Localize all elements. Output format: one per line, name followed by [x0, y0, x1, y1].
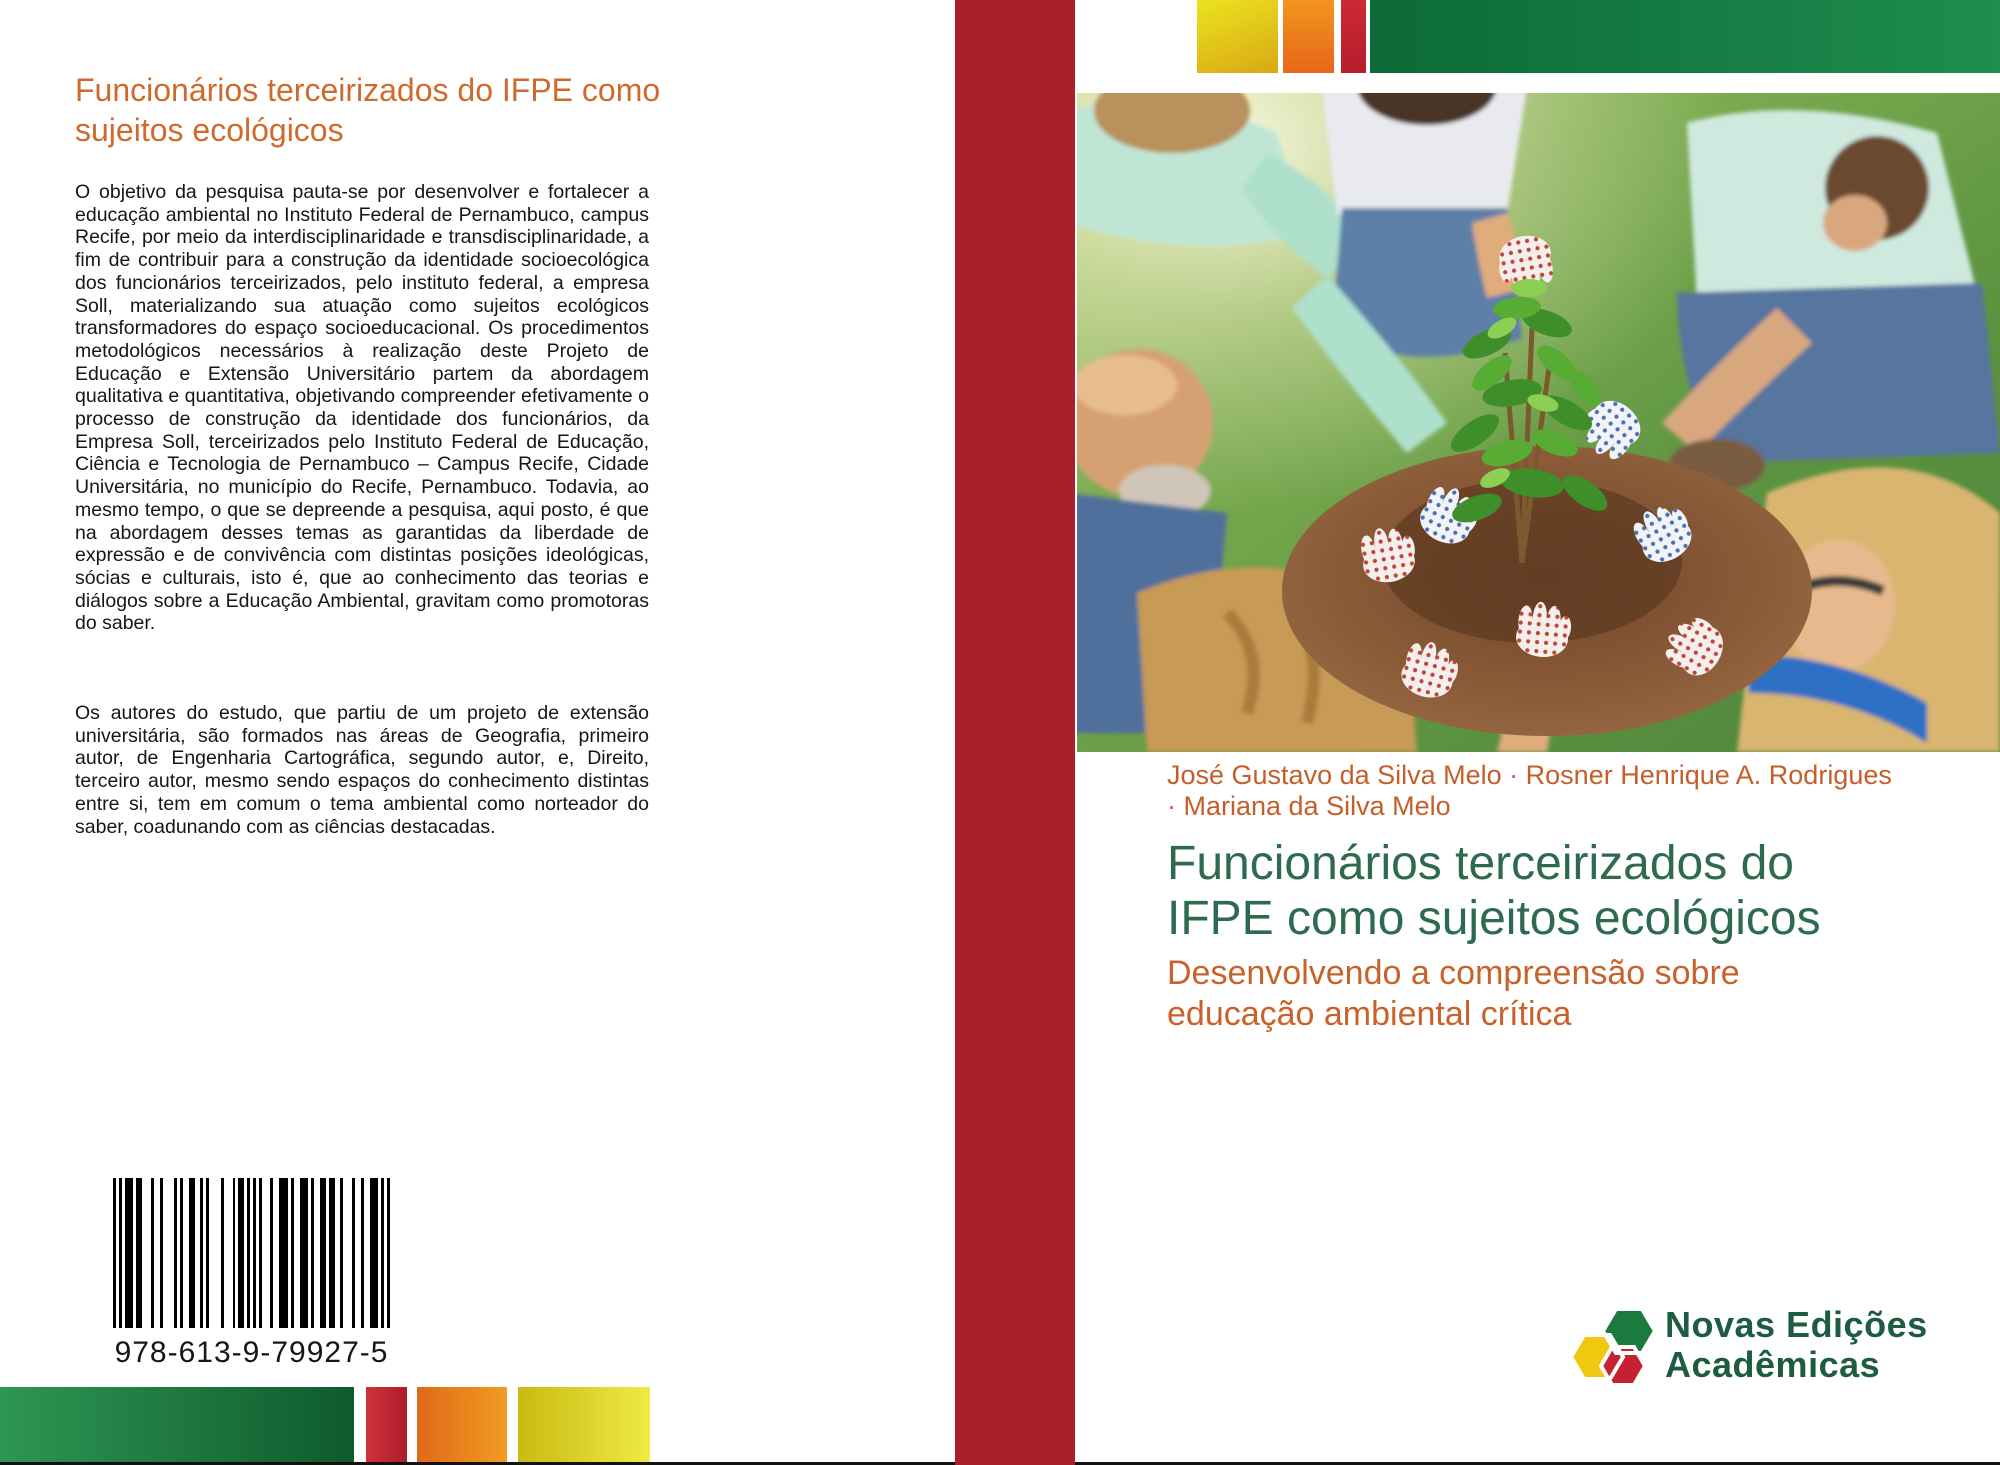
back-cover-title-line2: sujeitos ecológicos	[75, 112, 344, 148]
front-subtitle-line1: Desenvolvendo a compreensão sobre	[1167, 954, 1740, 992]
book-spine	[955, 0, 1075, 1465]
front-authors-line2: · Mariana da Silva Melo	[1167, 791, 1451, 821]
front-subtitle-line2: educação ambiental crítica	[1167, 995, 1572, 1033]
isbn-number: 978-613-9-79927-5	[114, 1336, 389, 1369]
back-cover-abstract: O objetivo da pesquisa pauta-se por desenvolver e fortalecer a educação ambiental no Instituto Federal de Pernambuco, campus Recife, por meio da interdisciplinaridade e transdisciplinaridade, a fim de contribuir para a construção da identidade socioecológica dos funcionários terceirizados, pelo instituto federal, a empresa Soll, materializando sua atuação como sujeitos ecológicos transformadores do espaço socioeducacional. Os procedimentos metodológicos necessários à realização deste Projeto de Educação e Extensão Universitário partem da abordagem qualitativa e quantitativa, objetivando compreender efetivamente o processo de construção da identidade dos funcionários, da Empresa Soll, terceirizados pelo Instituto Federal de Educação, Ciência e Tecnologia de Pernambuco – Campus Recife, Cidade Universitária, no município do Recife, Pernambuco. Todavia, ao mesmo tempo, o que se depreende a pesquisa, aqui posto, é que na abordagem desses temas as garantidas da liberdade de expressão e de convivência com distintas posições ideológicas, sócias e culturais, isto é, que ao conhecimento das teorias e diálogos sobre a Educação Ambiental, gravitam como promotoras do saber.	[75, 181, 649, 635]
top-color-bar-green	[1370, 0, 2000, 73]
top-color-bar-red	[1341, 0, 1366, 73]
publisher-name-line1: Novas Edições	[1665, 1304, 1928, 1345]
bottom-color-bar-green	[0, 1387, 354, 1462]
publisher-name	[1665, 1305, 1928, 1385]
back-cover-title	[75, 70, 695, 150]
front-authors-line1: José Gustavo da Silva Melo · Rosner Henrique A. Rodrigues	[1167, 760, 1892, 790]
bottom-color-bar-orange	[417, 1387, 507, 1462]
publisher-name-line2: Acadêmicas	[1665, 1344, 1881, 1385]
isbn-barcode	[113, 1178, 390, 1328]
front-authors	[1167, 760, 1957, 822]
front-title	[1167, 836, 1957, 946]
front-title-line2: IFPE como sujeitos ecológicos	[1167, 892, 1821, 945]
front-title-line1: Funcionários terceirizados do	[1167, 837, 1794, 890]
top-color-bar-orange	[1283, 0, 1334, 73]
cover-photo	[1077, 93, 2000, 752]
bottom-color-bar-yellow	[518, 1387, 650, 1462]
bottom-color-bar-red	[366, 1387, 407, 1462]
publisher-logo-hexagons-icon	[1570, 1307, 1656, 1389]
publisher-logo	[1570, 1305, 1960, 1390]
back-cover-authors-note: Os autores do estudo, que partiu de um projeto de extensão universitária, são formados nas áreas de Geografia, primeiro autor, de Engenharia Cartográfica, segundo autor, e, Direito, terceiro autor, mesmo sendo espaços do conhecimento distintas entre si, tem em comum o tema ambiental como norteador do saber, coadunando com as ciências destacadas.	[75, 702, 649, 838]
top-color-bar-yellow	[1197, 0, 1278, 73]
back-cover-title-line1: Funcionários terceirizados do IFPE como	[75, 72, 661, 108]
front-subtitle	[1167, 953, 1867, 1035]
